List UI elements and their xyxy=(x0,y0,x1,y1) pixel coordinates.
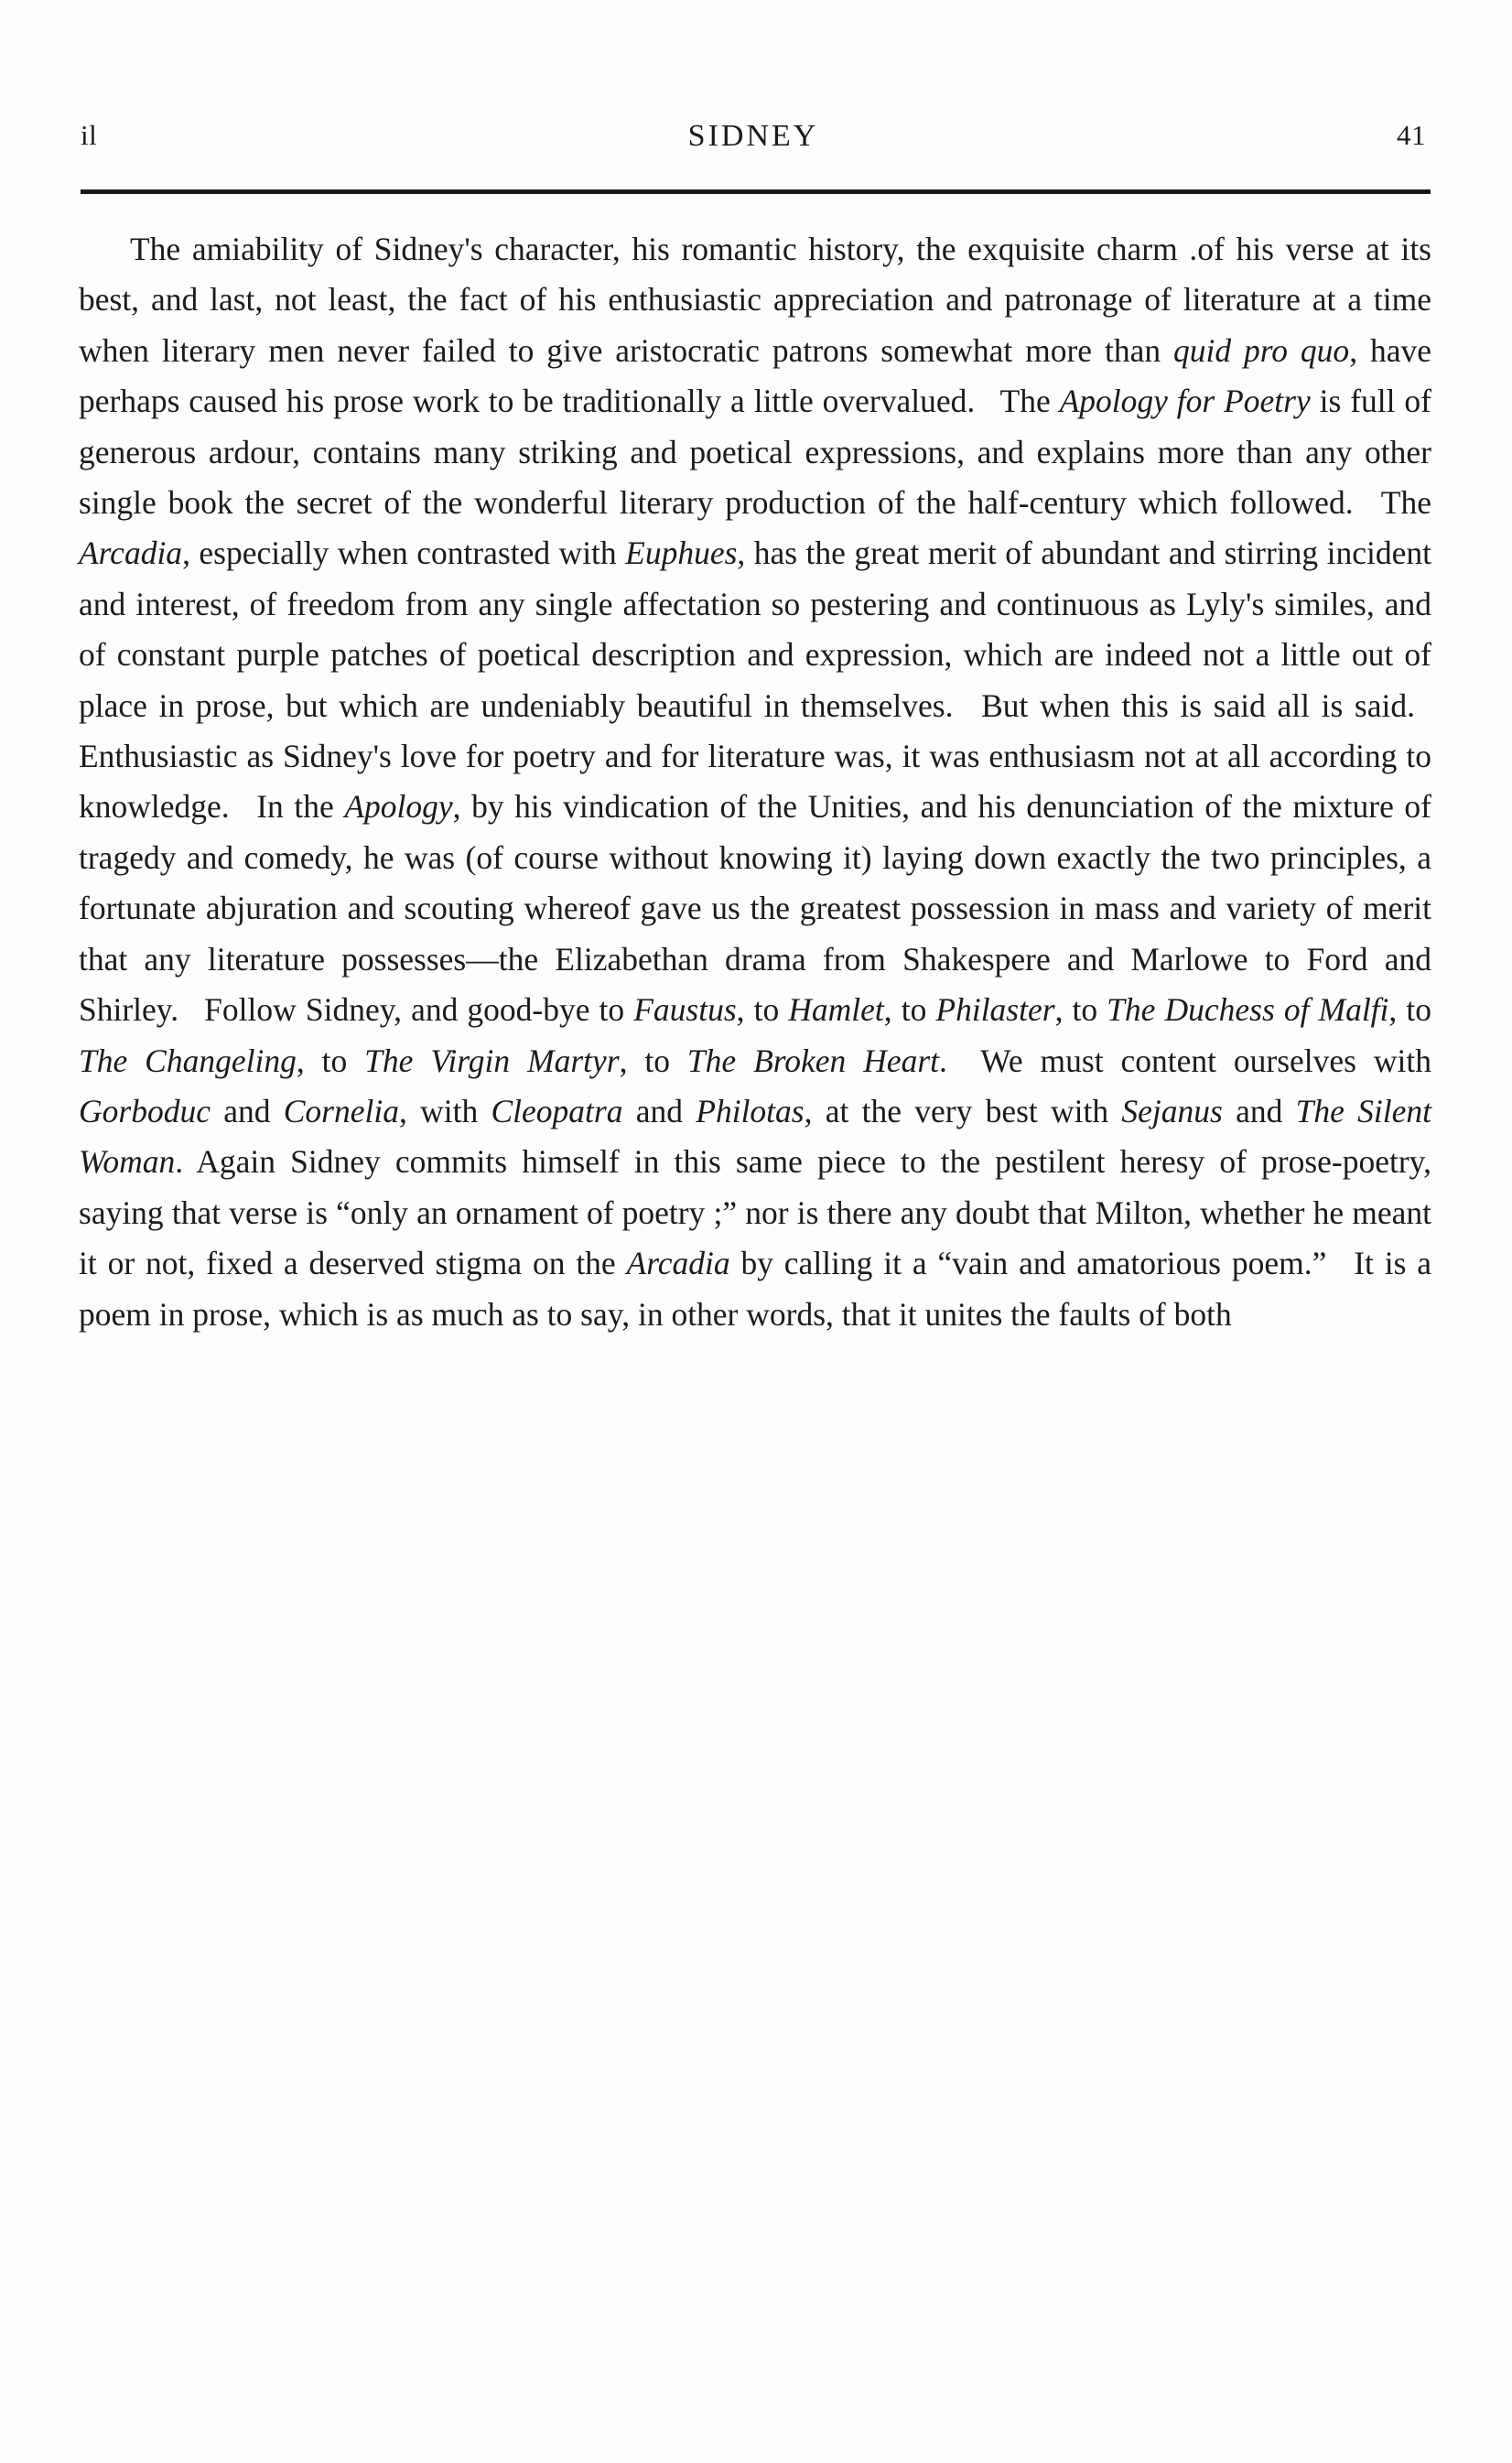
folio-right: 41 xyxy=(1397,119,1426,151)
running-head: SIDNEY xyxy=(687,119,819,153)
page-header xyxy=(81,119,1426,167)
body-text-block xyxy=(79,224,1431,1340)
paragraph: The amiability of Sidney's character, his romantic history, the exquisite charm .of his verse at its best, and last, not least, the fact of his enthusiastic appreciation and patronage of literature at a time when literary men never failed to give aristocratic patrons somewhat more than quid pro quo, have perhaps caused his prose work to be traditionally a little overvalued. The Apology for Poetry is full of generous ardour, contains many striking and poetical expressions, and explains more than any other single book the secret of the wonderful literary production of the half-century which followed. The Arcadia, especially when contrasted with Euphues, has the great merit of abundant and stirring incident and interest, of freedom from any single affectation so pestering and continuous as Lyly's similes, and of constant purple patches of poetical description and expression, which are indeed not a little out of place in prose, but which are undeniably beautiful in themselves. But when this is said all is said. Enthusiastic as Sidney's love for poetry and for literature was, it was enthusiasm not at all according to knowledge. In the Apology, by his vindication of the Unities, and his denunciation of the mixture of tragedy and comedy, he was (of course without knowing it) laying down exactly the two principles, a fortunate abjuration and scouting whereof gave us the greatest possession in mass and variety of merit that any literature possesses—the Elizabethan drama from Shakespere and Marlowe to Ford and Shirley. Follow Sidney, and good-bye to Faustus, to Hamlet, to Philaster, to The Duchess of Malfi, to The Changeling, to The Virgin Martyr, to The Broken Heart. We must content ourselves with Gorboduc and Cornelia, with Cleopatra and Philotas, at the very best with Sejanus and The Silent Woman. Again Sidney commits himself in this same piece to the pestilent heresy of prose-poetry, saying that verse is “only an ornament of poetry ;” nor is there any doubt that Milton, whether he meant it or not, fixed a deserved stigma on the Arcadia by calling it a “vain and amatorious poem.” It is a poem in prose, which is as much as to say, in other words, that it unites the faults of both xyxy=(79,231,1432,1333)
folio-left: il xyxy=(81,119,98,151)
header-rule xyxy=(81,189,1431,194)
